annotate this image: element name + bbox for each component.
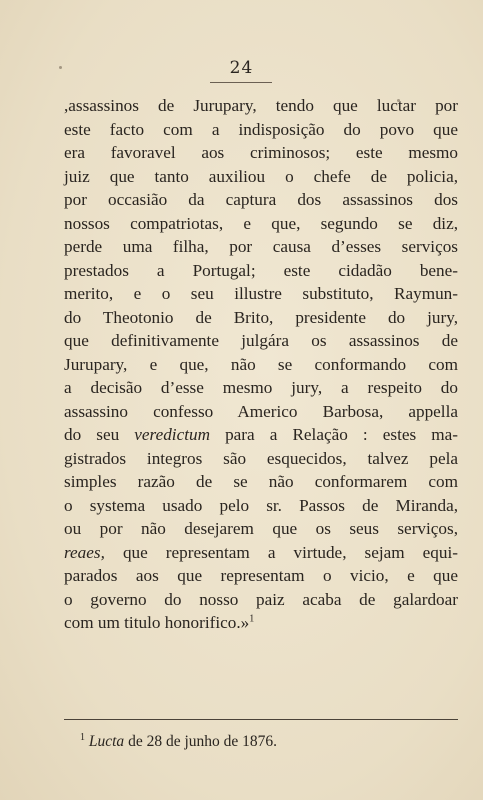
- italic-term: veredictum: [134, 425, 210, 444]
- text-line: [64, 306, 458, 330]
- text-line: [64, 235, 458, 259]
- text-line: [64, 353, 458, 377]
- text-segment: que definitivamente julgára os assassinos de: [64, 331, 458, 350]
- text-line: [64, 188, 458, 212]
- page-number-rule: [210, 82, 272, 83]
- text-line: [64, 564, 458, 588]
- text-line: [64, 517, 458, 541]
- text-segment: prestados a Portugal; este cidadão bene-: [64, 260, 458, 280]
- footnote-reference: 1: [249, 613, 255, 625]
- footnote-divider: [64, 719, 458, 720]
- text-segment: nossos compatriotas, e que, segundo se diz,: [64, 213, 458, 233]
- text-segment: Jurupary, e que, não se conformando com: [64, 354, 458, 374]
- text-segment: do seu: [64, 425, 135, 444]
- text-segment: merito, e o seu illustre substituto, Raymun-: [64, 284, 458, 303]
- text-segment: juiz que tanto auxiliou o chefe de policia,: [64, 166, 458, 186]
- text-line: [64, 588, 458, 612]
- text-segment: por occasião da captura dos assassinos dos: [64, 190, 458, 209]
- footnote: [80, 733, 460, 751]
- page-number: 24: [229, 58, 254, 78]
- text-line: [64, 94, 458, 118]
- text-segment: ,assassinos de Jurupary, tendo que luctar por: [64, 96, 458, 115]
- text-segment: assassino confesso Americo Barbosa, appella: [64, 401, 458, 421]
- text-segment: a decisão d’esse mesmo jury, a respeito do: [64, 378, 458, 397]
- text-line: [64, 470, 458, 494]
- text-segment: que representam a virtude, sejam equi-: [104, 542, 458, 562]
- text-segment: simples razão de se não conformarem com: [64, 472, 458, 491]
- body-paragraph: [64, 94, 458, 635]
- text-segment: do Theotonio de Brito, presidente do jury,: [64, 307, 458, 327]
- text-line: [64, 494, 458, 518]
- text-line: [64, 165, 458, 189]
- text-segment: parados aos que representam o vicio, e que: [64, 566, 458, 585]
- text-line: [64, 541, 458, 565]
- text-segment: ou por não desejarem que os seus serviços,: [64, 519, 458, 538]
- text-segment: perde uma filha, por causa d’esses serviços: [64, 237, 458, 256]
- text-segment: gistrados integros são esquecidos, talvez pela: [64, 448, 458, 468]
- text-line: [64, 400, 458, 424]
- text-segment: era favoravel aos criminosos; este mesmo: [64, 143, 458, 162]
- text-segment: o governo do nosso paiz acaba de galardoar: [64, 589, 458, 609]
- text-line: [64, 611, 458, 635]
- footnote-marker: 1: [80, 731, 85, 743]
- text-segment: este facto com a indisposição do povo que: [64, 119, 458, 139]
- text-line: [64, 282, 458, 306]
- text-segment: para a Relação : estes ma-: [210, 425, 458, 444]
- text-line: [64, 329, 458, 353]
- footnote-source: Lucta: [88, 733, 125, 750]
- text-segment: o systema usado pelo sr. Passos de Miranda,: [64, 495, 458, 515]
- text-segment: com um titulo honorifico.»: [64, 613, 250, 632]
- text-line: [64, 212, 458, 236]
- italic-term: reaes,: [64, 542, 105, 562]
- text-line: [64, 376, 458, 400]
- text-line: [64, 118, 458, 142]
- text-line: [64, 447, 458, 471]
- footnote-text: de 28 de junho de 1876.: [124, 733, 278, 750]
- text-line: [64, 259, 458, 283]
- text-line: [64, 141, 458, 165]
- text-line: [64, 423, 458, 447]
